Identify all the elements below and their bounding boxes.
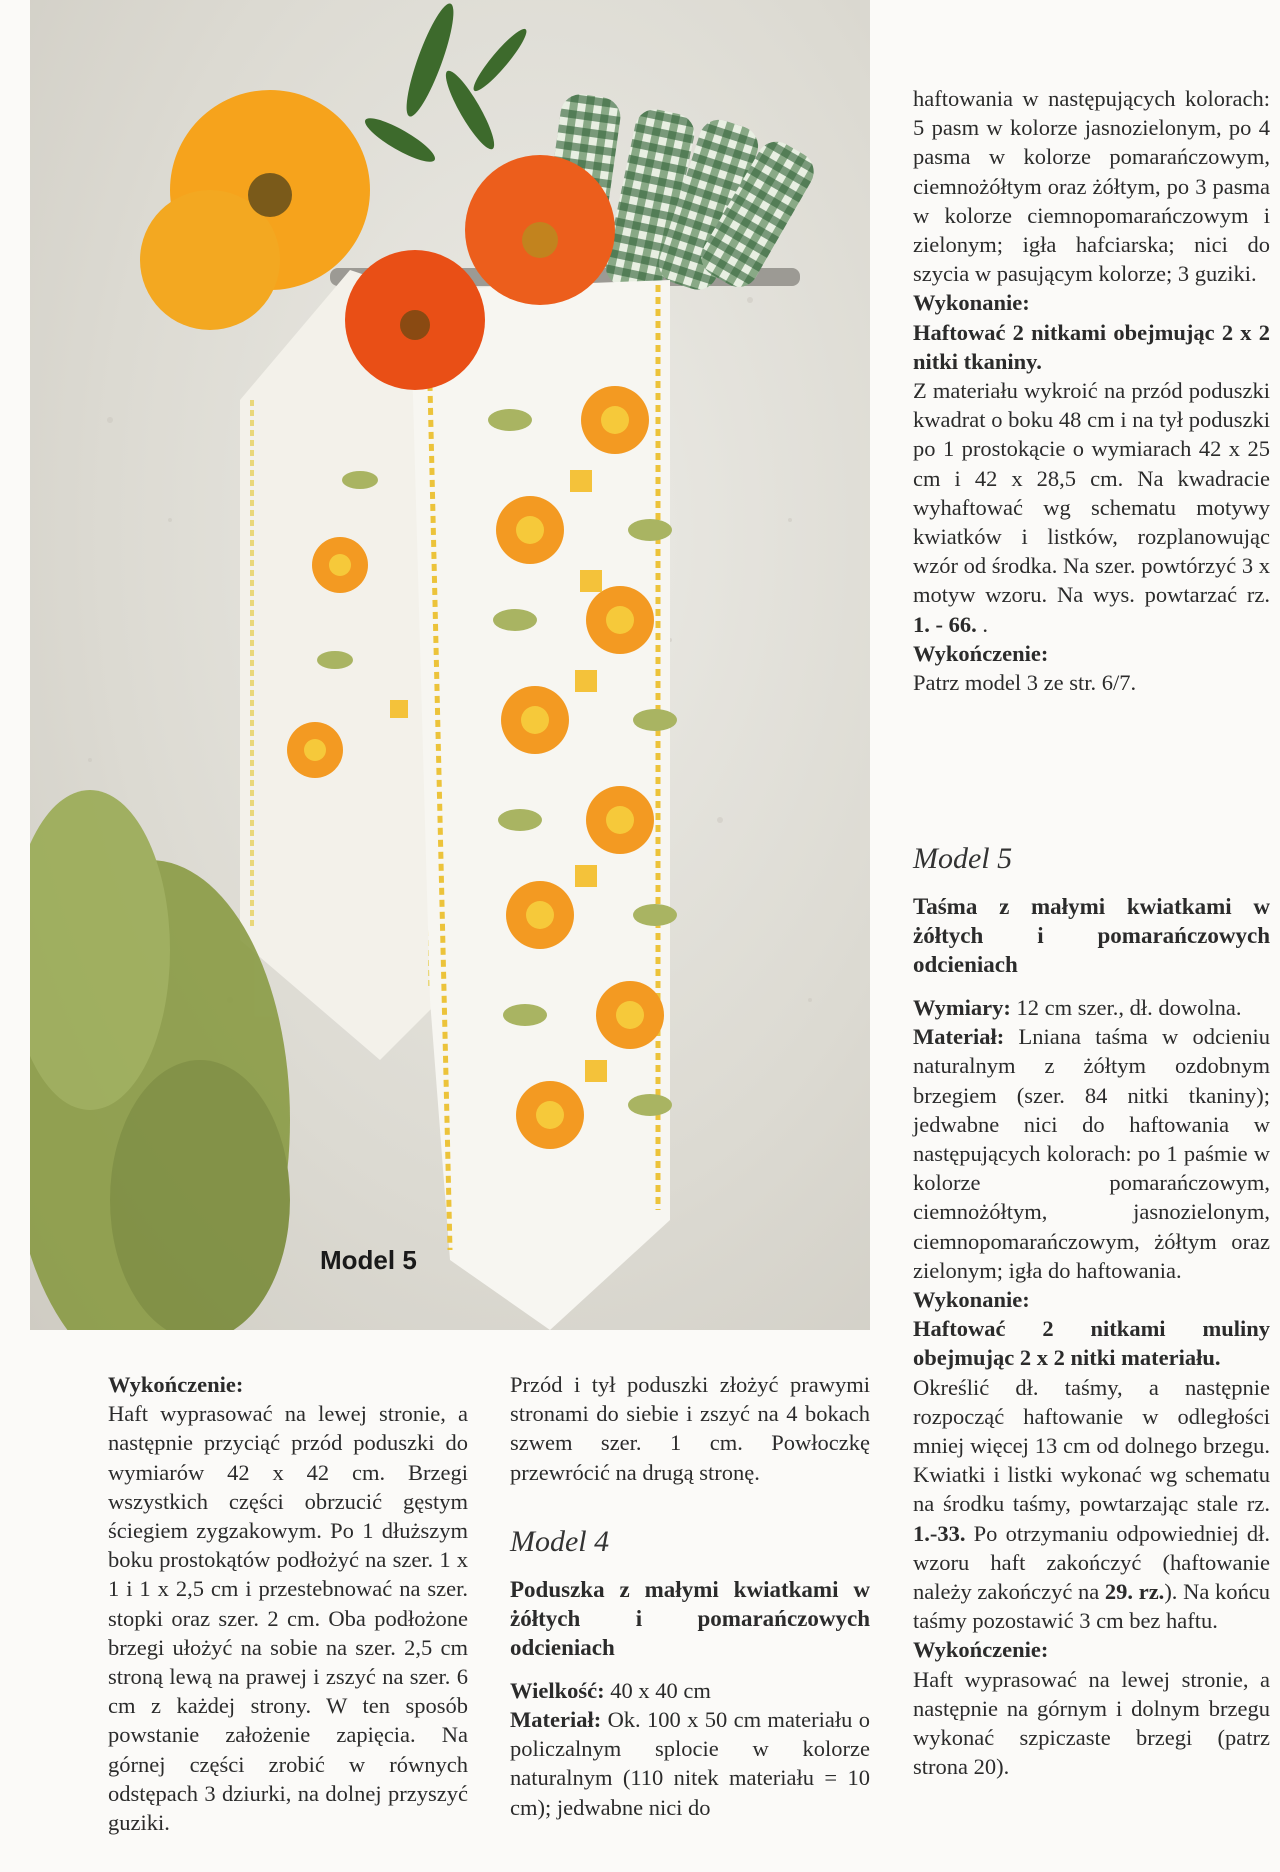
left-text: Haft wyprasować na lewej stronie, a następnie przyciąć przód poduszki do wymiarów 42 x 42 cm. Brzegi wszystkich części obrzucić gęstym ściegiem zygzakowym. Po 1 dłuższym boku prostokątów podłożyć na szer. 1 x 1 i 1 x 2,5 cm i przestebnować na szer. stopki oraz szer. 2 cm. Oba podłożone brzegi ułożyć na sobie na szer. 2,5 cm stroną lewą na prawej i zszyć na szer. 6 cm z każdej strony. W ten sposób powstanie założenie zapięcia. Na górnej części zrobić w równych odstępach 3 dziurki, na dolnej przyszyć guziki. bbox=[108, 1401, 468, 1836]
model5-wymiary: Wymiary: 12 cm szer., dł. dowolna. bbox=[913, 995, 1242, 1020]
photo-label: Model 5 bbox=[320, 1245, 417, 1275]
right-top-column bbox=[913, 84, 1270, 697]
wykonczenie-label: Wykończenie: bbox=[913, 640, 1049, 666]
left-column bbox=[108, 1370, 468, 1837]
model4-material: Materiał: Ok. 100 x 50 cm materiału o policzalnym splocie w kolorze naturalnym (110 nitek materiału = 10 cm); jedwabne nici do bbox=[510, 1707, 870, 1820]
model5-wykonanie-label: Wykonanie: bbox=[913, 1287, 1030, 1313]
model5-heading: Model 5 bbox=[913, 842, 1013, 875]
intro-text: haftowania w następujących kolorach: 5 pasm w kolorze jasnozielonym, po 4 pasma w kolorze pomarańczowym, ciemnożółtym oraz żółtym, po 3 pasma w kolorze ciemnopomarańczowym i zielonym; igła hafciarska; nici do szycia w pasującym kolorze; 3 guziki. bbox=[913, 86, 1270, 287]
model5-column bbox=[913, 842, 1270, 1781]
model5-title: Taśma z małymi kwiatkami w żółtych i pomarańczowych odcieniach bbox=[913, 894, 1270, 977]
model4-title: Poduszka z małymi kwiatkami w żółtych i pomarańczowych odcieniach bbox=[510, 1576, 870, 1660]
model4-heading: Model 4 bbox=[510, 1524, 610, 1558]
left-wykonczenie-label: Wykończenie: bbox=[108, 1372, 244, 1397]
model5-wykonczenie-text: Haft wyprasować na lewej stronie, a następnie na górnym i dolnym brzegu wykonać szpiczaste brzegi (patrz strona 20). bbox=[913, 1666, 1270, 1780]
wykonczenie-text: Patrz model 3 ze str. 6/7. bbox=[913, 670, 1137, 696]
wykonanie-bold: Haftować 2 nitkami obejmując 2 x 2 nitki tkaniny. bbox=[913, 319, 1270, 374]
model5-wykonanie-text: Określić dł. taśmy, a następnie rozpocząć haftowanie w odległości mniej więcej 13 cm od dolnego brzegu. Kwiatki i listki wykonać wg schematu na środku taśmy, powtarzając stale rz. 1.-33. Po otrzymaniu odpowiedniej dł. wzoru haft zakończyć (haftowanie należy zakończyć na 29. rz.). Na końcu taśmy pozostawić 3 cm bez haftu. bbox=[913, 1374, 1270, 1634]
wykonanie-text: Z materiału wykroić na przód poduszki kwadrat o boku 48 cm i na tył poduszki po 1 prostokącie o wymiarach 42 x 25 cm i 42 x 28,5 cm. Na kwadracie wyhaftować wg schematu motywy kwiatków i listków, rozplanowując wzór od środka. Na szer. powtórzyć 3 x motyw wzoru. Na wys. powtarzać rz. 1. - 66. . bbox=[913, 378, 1270, 637]
mid-text: Przód i tył poduszki złożyć prawymi stronami do siebie i zszyć na 4 bokach szwem szer. 1 cm. Powłoczkę przewrócić na drugą stronę. bbox=[510, 1372, 870, 1485]
model5-wykonanie-bold: Haftować 2 nitkami muliny obejmując 2 x 2 nitki materiału. bbox=[913, 1316, 1270, 1371]
model5-photo bbox=[30, 0, 870, 1330]
wykonanie-label: Wykonanie: bbox=[913, 290, 1030, 316]
model5-wykonczenie-label: Wykończenie: bbox=[913, 1637, 1049, 1663]
model5-material: Materiał: Lniana taśma w odcieniu naturalnym z żółtym ozdobnym brzegiem (szer. 84 nitki tkaniny); jedwabne nici do haftowania w następujących kolorach: po 1 paśmie w kolorze pomarańczowym, ciemnożółtym, jasnozielonym, ciemnopomarańczowym, żółtym oraz zielonym; igła do haftowania. bbox=[913, 1024, 1270, 1283]
model4-wielkosc: Wielkość: 40 x 40 cm bbox=[510, 1677, 711, 1703]
middle-column bbox=[510, 1370, 870, 1822]
